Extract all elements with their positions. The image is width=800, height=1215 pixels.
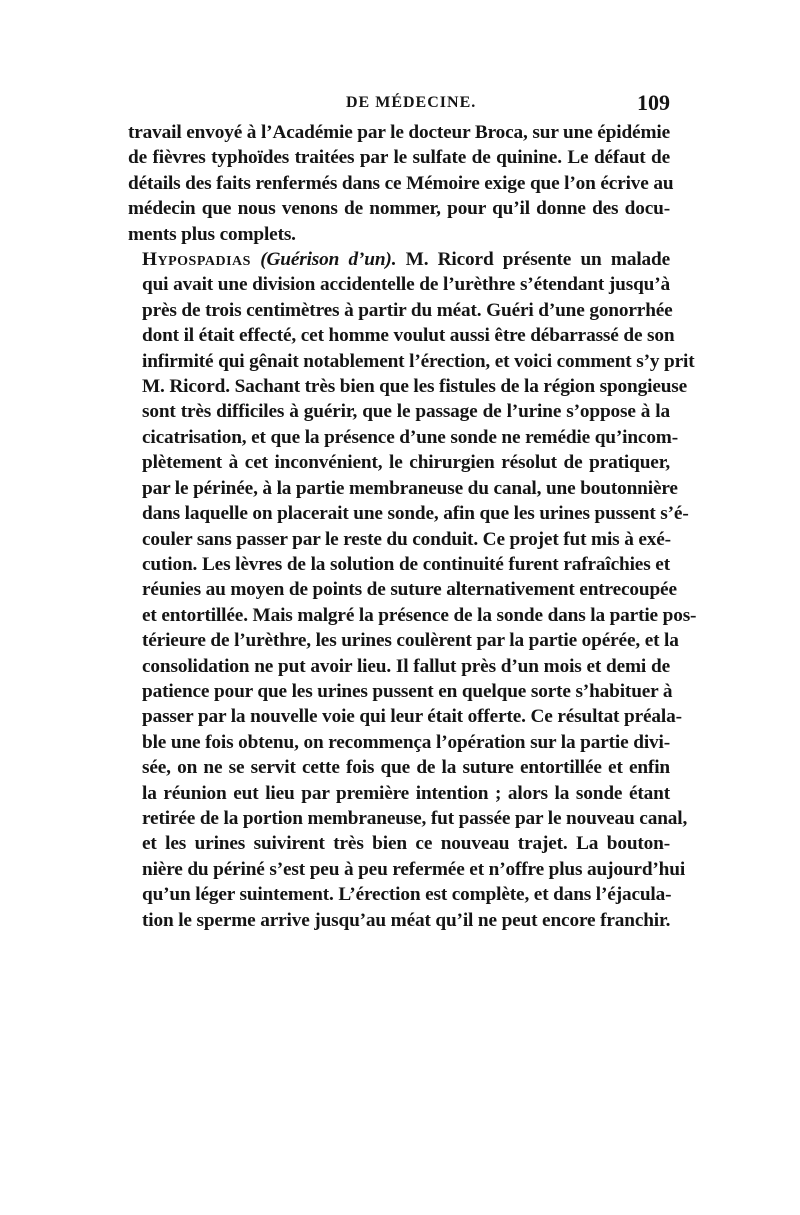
paragraph-1: [128, 120, 674, 247]
text-line: térieure de l’urèthre, les urines coulèrent par la partie opérée, et la: [142, 630, 679, 652]
paragraph-2: [128, 247, 697, 933]
text-line: nière du périné s’est peu à peu refermée et n’offre plus aujourd’hui: [142, 858, 686, 880]
page-number: 109: [637, 90, 670, 115]
text-line: sée, on ne se servit cette fois que de la suture entortillée et enfin: [142, 757, 670, 779]
text-line: cution. Les lèvres de la solution de continuité furent rafraîchies et: [142, 553, 670, 575]
running-title: DE MÉDECINE.: [346, 94, 477, 111]
text-line: médecin que nous venons de nommer, pour qu’il donne des docu-: [128, 198, 670, 220]
text-line: qui avait une division accidentelle de l’urèthre s’étendant jusqu’à: [142, 274, 670, 296]
text-line: qu’un léger suintement. L’érection est complète, et dans l’éjacula-: [142, 884, 672, 906]
text-line: couler sans passer par le reste du conduit. Ce projet fut mis à exé-: [142, 528, 671, 550]
section-heading-note: (Guérison d’un).: [260, 249, 397, 271]
text-line: et entortillée. Mais malgré la présence de la sonde dans la partie pos-: [142, 604, 697, 626]
text-line: M. Ricord. Sachant très bien que les fistules de la région spongieuse: [142, 376, 688, 398]
section-heading: Hypospadias: [142, 249, 251, 271]
text-line: ments plus complets.: [128, 223, 296, 245]
text-line: consolidation ne put avoir lieu. Il fallut près d’un mois et demi de: [142, 655, 670, 677]
text-line: infirmité qui gênait notablement l’érection, et voici comment s’y prit: [142, 350, 695, 372]
text-line: dont il était effecté, cet homme voulut aussi être débarrassé de son: [142, 325, 675, 347]
text-line-first: [128, 247, 670, 272]
text-line: détails des faits renfermés dans ce Mémoire exige que l’on écrive au: [128, 172, 674, 194]
text-line: réunies au moyen de points de suture alternativement entrecoupée: [142, 579, 677, 601]
text-line: cicatrisation, et que la présence d’une sonde ne remédie qu’incom-: [142, 426, 678, 448]
text-line: plètement à cet inconvénient, le chirurgien résolut de pratiquer,: [142, 452, 670, 474]
text-line: et les urines suivirent très bien ce nouveau trajet. La bouton-: [142, 833, 670, 855]
text-line: retirée de la portion membraneuse, fut passée par le nouveau canal,: [142, 807, 688, 829]
text-line: patience pour que les urines pussent en quelque sorte s’habituer à: [142, 680, 673, 702]
text-line: ble une fois obtenu, on recommença l’opération sur la partie divi-: [142, 731, 670, 753]
running-head: [128, 90, 670, 120]
text-line: près de trois centimètres à partir du méat. Guéri d’une gonorrhée: [142, 299, 673, 321]
text-line: la réunion eut lieu par première intention ; alors la sonde étant: [142, 782, 670, 804]
first-line-rest: M. Ricord présente un malade: [396, 249, 671, 271]
text-line: par le périnée, à la partie membraneuse du canal, une boutonnière: [142, 477, 678, 499]
book-page: [128, 90, 697, 933]
text-line: travail envoyé à l’Académie par le docteur Broca, sur une épidémie: [128, 122, 670, 143]
text-line: passer par la nouvelle voie qui leur était offerte. Ce résultat préala-: [142, 706, 682, 728]
text-line: dans laquelle on placerait une sonde, afin que les urines pussent s’é-: [142, 503, 689, 525]
text-line: tion le sperme arrive jusqu’au méat qu’il ne peut encore franchir.: [142, 909, 671, 931]
text-line: sont très difficiles à guérir, que le passage de l’urine s’oppose à la: [142, 401, 670, 423]
text-line: de fièvres typhoïdes traitées par le sulfate de quinine. Le défaut de: [128, 147, 670, 169]
